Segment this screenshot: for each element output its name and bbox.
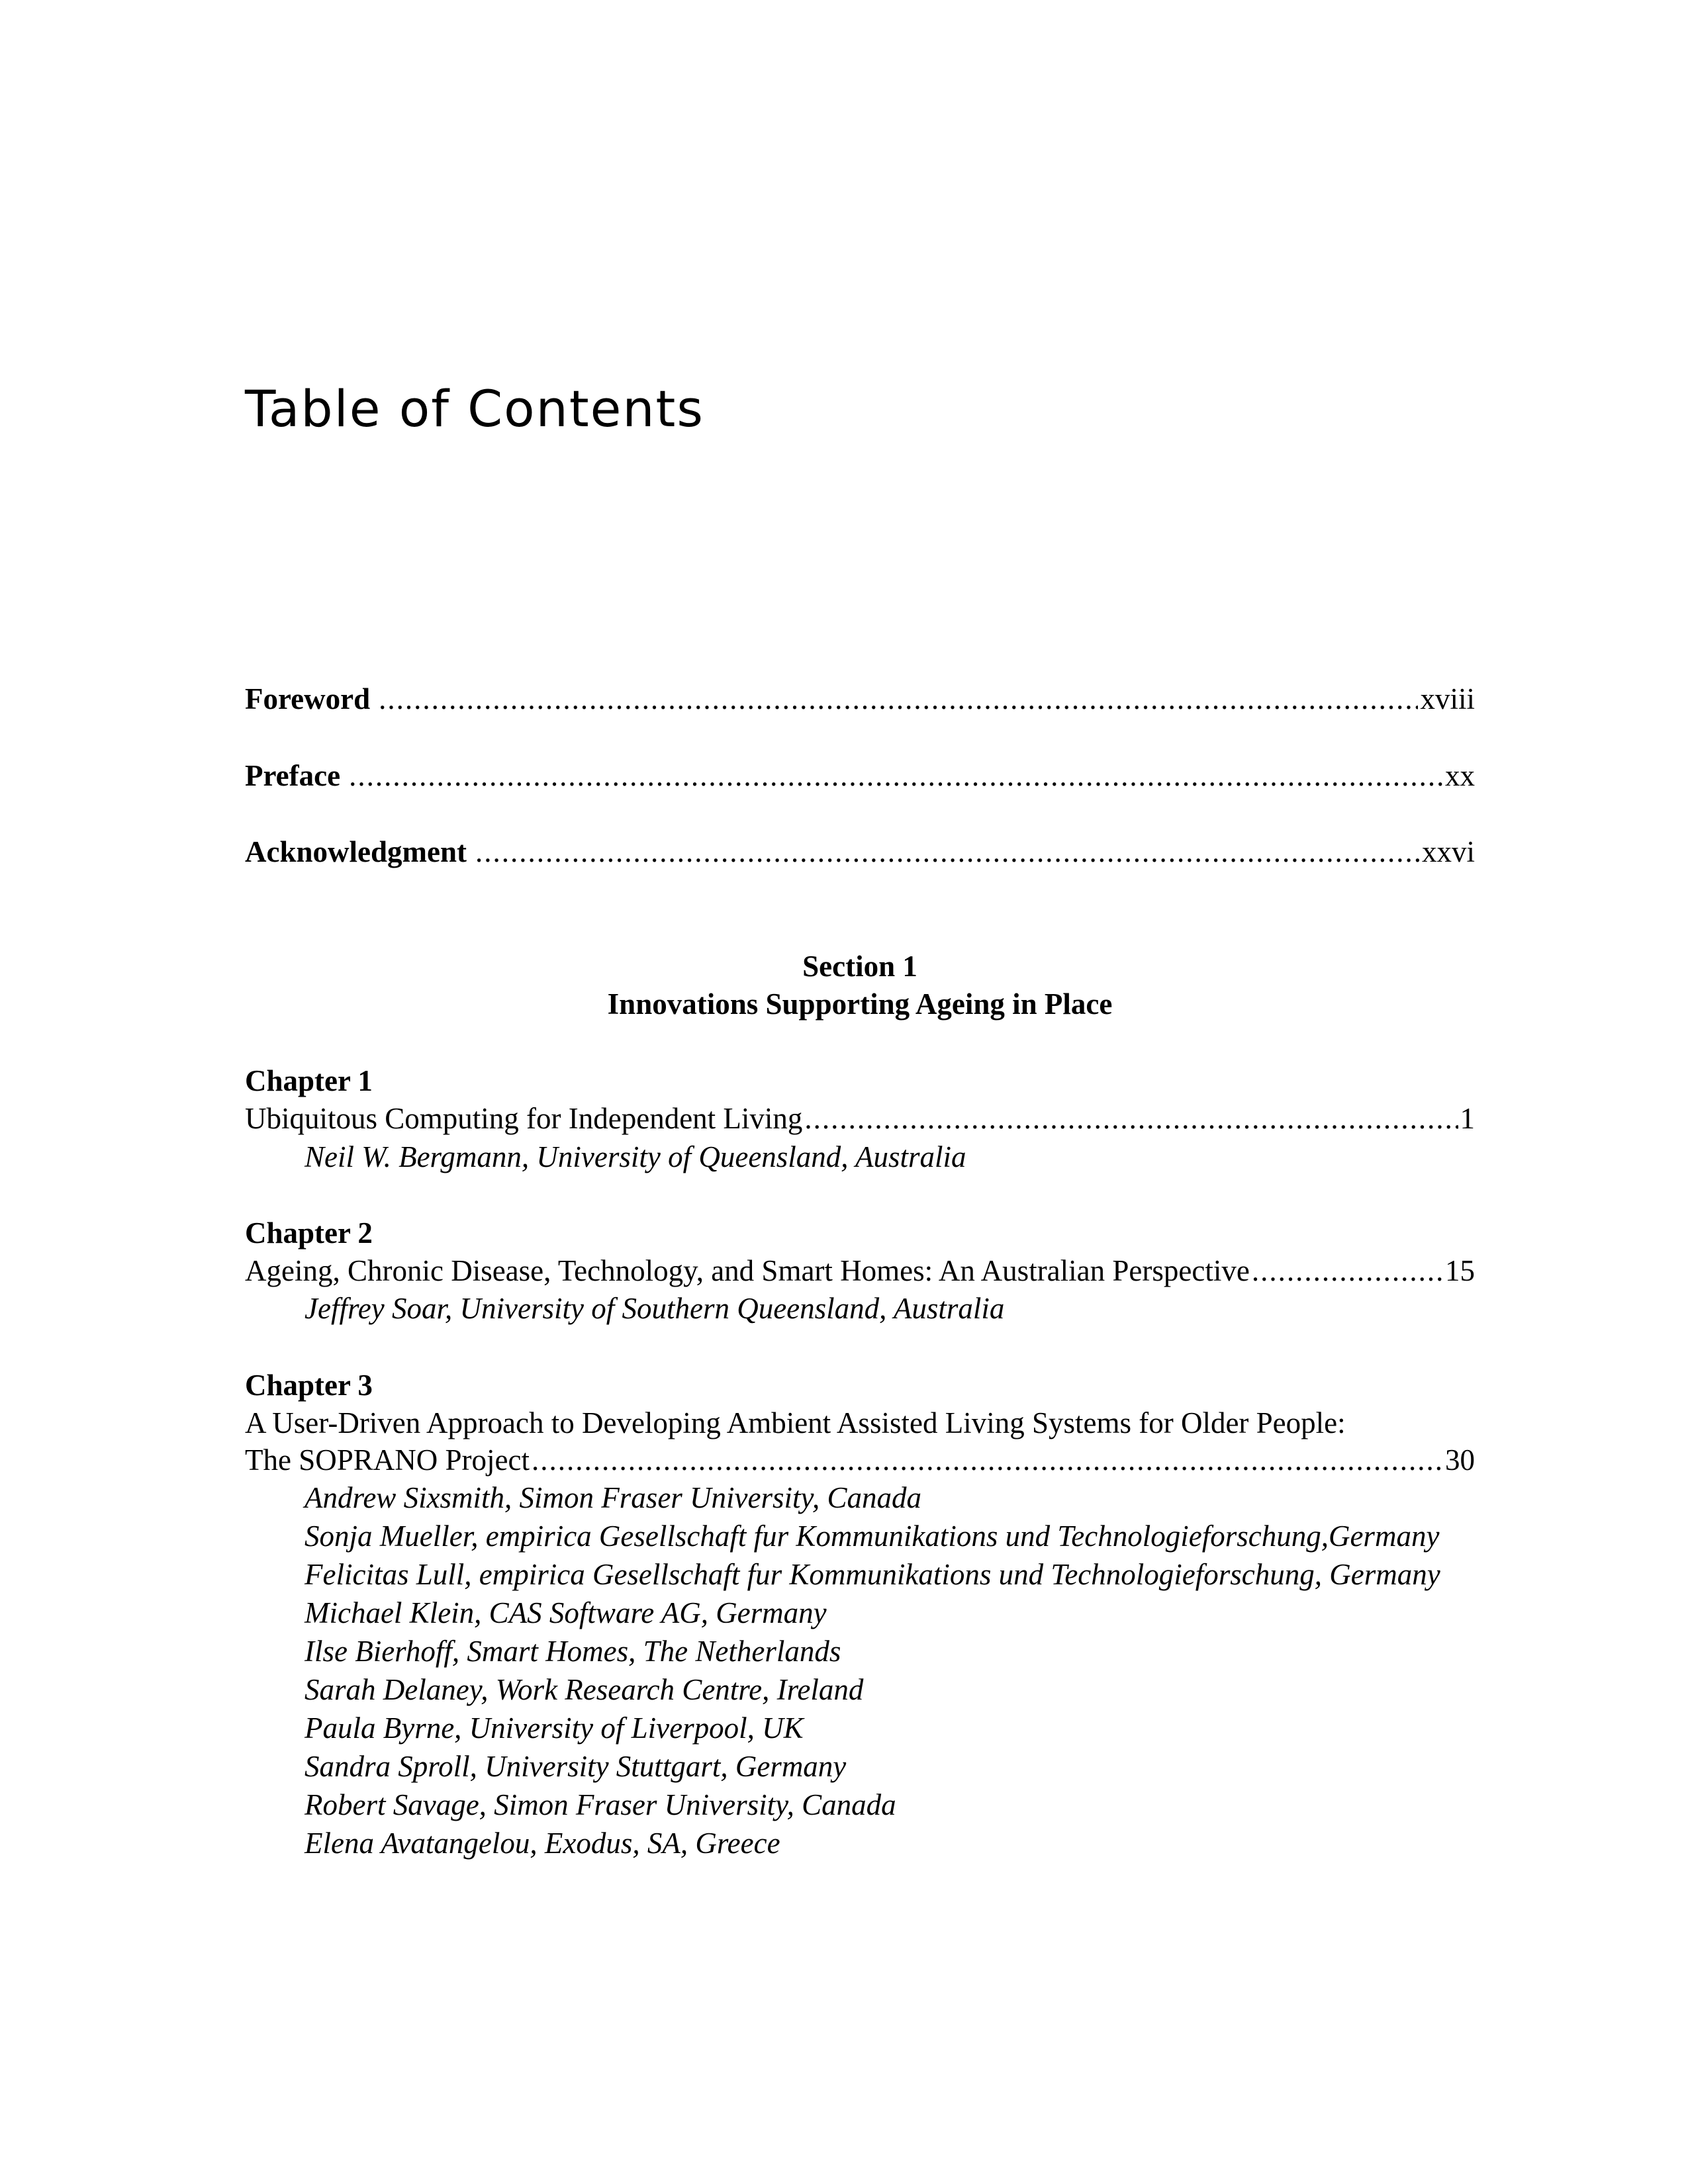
dot-leader xyxy=(379,679,1418,719)
chapter-author: Ilse Bierhoff, Smart Homes, The Netherlands xyxy=(305,1635,841,1668)
toc-entry-label: Preface xyxy=(245,759,341,792)
chapter-author: Elena Avatangelou, Exodus, SA, Greece xyxy=(305,1827,780,1860)
chapter-title-line-1[interactable]: A User-Driven Approach to Developing Ambient Assisted Living Systems for Older People: xyxy=(245,1406,1346,1439)
toc-entry-page: xviii xyxy=(1420,682,1475,715)
toc-entry-chapter-2[interactable] xyxy=(245,1251,1475,1291)
chapter-label: Chapter 3 xyxy=(245,1369,373,1402)
toc-entry-foreword[interactable] xyxy=(245,679,1475,719)
dot-leader xyxy=(804,1099,1458,1138)
toc-entry-page: 15 xyxy=(1445,1254,1475,1287)
chapter-author: Sandra Sproll, University Stuttgart, Germany xyxy=(305,1750,847,1783)
chapter-author: Andrew Sixsmith, Simon Fraser University, Canada xyxy=(305,1481,922,1514)
toc-entry-chapter-3[interactable] xyxy=(245,1440,1475,1480)
toc-entry-acknowledgment[interactable] xyxy=(245,832,1475,872)
chapter-author: Paula Byrne, University of Liverpool, UK xyxy=(305,1711,804,1745)
chapter-title-line-2: The SOPRANO Project xyxy=(245,1443,530,1477)
toc-entry-preface[interactable] xyxy=(245,756,1475,796)
chapter-author: Neil W. Bergmann, University of Queensland, Australia xyxy=(305,1140,966,1173)
section-title: Innovations Supporting Ageing in Place xyxy=(607,987,1113,1021)
chapter-label: Chapter 2 xyxy=(245,1216,373,1250)
section-number: Section 1 xyxy=(802,950,917,983)
chapter-author: Robert Savage, Simon Fraser University, Canada xyxy=(305,1788,896,1821)
toc-entry-page: 1 xyxy=(1460,1102,1475,1135)
chapter-title: Ageing, Chronic Disease, Technology, and Smart Homes: An Australian Perspective xyxy=(245,1254,1250,1287)
chapter-label: Chapter 1 xyxy=(245,1064,373,1097)
chapter-title: Ubiquitous Computing for Independent Living xyxy=(245,1102,803,1135)
toc-entry-page: xxvi xyxy=(1421,835,1475,868)
chapter-author: Felicitas Lull, empirica Gesellschaft fur Kommunikations und Technologieforschung, Germany xyxy=(305,1558,1440,1591)
toc-entry-page: xx xyxy=(1445,759,1475,792)
chapter-author: Sonja Mueller, empirica Gesellschaft fur Kommunikations und Technologieforschung,Germany xyxy=(305,1520,1440,1553)
dot-leader xyxy=(475,832,1420,872)
toc-entry-page: 30 xyxy=(1445,1443,1475,1477)
toc-entry-chapter-1[interactable] xyxy=(245,1099,1475,1138)
dot-leader xyxy=(1252,1251,1443,1291)
dot-leader xyxy=(532,1440,1443,1480)
chapter-author: Jeffrey Soar, University of Southern Queensland, Australia xyxy=(305,1292,1005,1325)
toc-entry-label: Acknowledgment xyxy=(245,835,467,868)
page-title: Table of Contents xyxy=(245,379,704,438)
chapter-author: Sarah Delaney, Work Research Centre, Ireland xyxy=(305,1673,864,1706)
toc-entry-label: Foreword xyxy=(245,682,371,715)
chapter-author: Michael Klein, CAS Software AG, Germany xyxy=(305,1596,827,1629)
dot-leader xyxy=(349,756,1443,796)
